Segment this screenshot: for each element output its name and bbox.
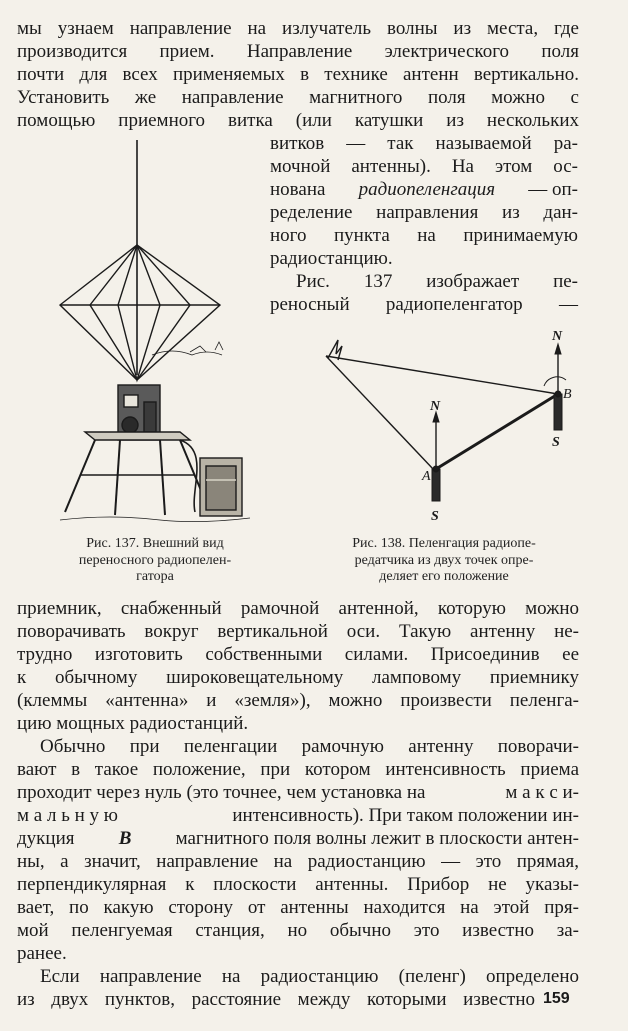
label-north-b: N — [552, 329, 563, 344]
text-line: помощью приемного витка (или катушки из нескольких — [17, 110, 579, 131]
text-fragment: проходит через нуль (это точнее, чем установка на — [17, 782, 426, 803]
text-line: поворачивать вокруг вертикальной оси. Такую антенну не- — [17, 621, 579, 642]
text-line: ределение направления из дан- — [270, 202, 578, 223]
text-line: ны, а значит, направление на радиостанцию — это прямая, — [17, 851, 579, 872]
text-line: приемник, снабженный рамочной антенной, которую можно — [17, 598, 579, 619]
text-line: витков — так называемой ра- — [270, 133, 578, 154]
figure-137-direction-finder — [40, 140, 270, 530]
text-line: мочной антенны). На этом ос- — [270, 156, 578, 177]
text-line: мы узнаем направление на излучатель волны из места, где — [17, 18, 579, 39]
label-point-a: A — [422, 469, 431, 484]
italic-term: радиопеленгация — [358, 179, 496, 200]
text-line: Рис. 137 изображает пе- — [296, 271, 578, 292]
text-line: к обычному широковещательному ламповому приемнику — [17, 667, 579, 688]
caption-line: Рис. 137. Внешний вид — [86, 536, 224, 551]
text-line: вает, по какую сторону от антенны находится на этой пря- — [17, 897, 579, 918]
text-line: перпендикулярная к плоскости антенны. Прибор не указы- — [17, 874, 579, 895]
text-line-with-term — [270, 179, 578, 201]
text-line: вают в такое положение, при котором интенсивность приема — [17, 759, 579, 780]
text-line: ранее. — [17, 943, 67, 964]
spaced-word: м а к с и- — [505, 782, 579, 803]
caption-line: деляет его положение — [379, 569, 509, 584]
text-line: из двух пунктов, расстояние между которыми известно — [17, 989, 535, 1010]
text-line: Установить же направление магнитного поля можно с — [17, 87, 579, 108]
text-fragment: — оп- — [528, 179, 578, 200]
label-point-b: B — [563, 387, 572, 402]
text-line: реносный радиопеленгатор — — [270, 294, 578, 315]
text-line-with-symbol — [17, 828, 579, 850]
text-line-with-spaced-word — [17, 782, 579, 804]
caption-line: переносного радиопелен- — [78, 552, 232, 568]
figure-138-bearing-diagram — [312, 312, 580, 527]
induction-symbol: B — [118, 828, 132, 849]
text-line: мой пеленгуемая станция, но обычно это известно за- — [17, 920, 579, 941]
label-north-a: N — [430, 399, 441, 414]
text-line: (клеммы «антенна» и «земля»), можно произвести пеленга- — [17, 690, 579, 711]
text-line: производится прием. Направление электрического поля — [17, 41, 579, 62]
caption-line: гатора — [136, 569, 174, 584]
text-line: Обычно при пеленгации рамочную антенну поворачи- — [40, 736, 579, 757]
label-south-b: S — [552, 435, 560, 450]
text-fragment: дукция — [17, 828, 75, 849]
text-line: Если направление на радиостанцию (пеленг) определено — [40, 966, 579, 987]
text-line: ного пункта на принимаемую — [270, 225, 578, 246]
caption-line: редатчика из двух точек опре- — [354, 552, 534, 568]
text-line: цию мощных радиостанций. — [17, 713, 249, 734]
caption-line: Рис. 138. Пеленгация радиопе- — [352, 536, 536, 551]
figure-138-caption — [306, 536, 582, 586]
text-fragment: магнитного поля волны лежит в плоскости антен- — [175, 828, 579, 849]
text-line: почти для всех применяемых в технике антенн вертикально. — [17, 64, 579, 85]
text-fragment: интенсивность). При таком положении ин- — [232, 805, 579, 826]
text-fragment: нована — [270, 179, 326, 200]
label-south-a: S — [431, 509, 439, 524]
spaced-word: м а л ь н у ю — [17, 805, 118, 826]
text-line: радиостанцию. — [270, 248, 393, 269]
text-line-with-spaced-word — [17, 805, 579, 827]
page-number: 159 — [543, 990, 570, 1007]
text-line: трудно изготовить собственными силами. Присоединив ее — [17, 644, 579, 665]
figure-137-caption — [40, 536, 270, 586]
